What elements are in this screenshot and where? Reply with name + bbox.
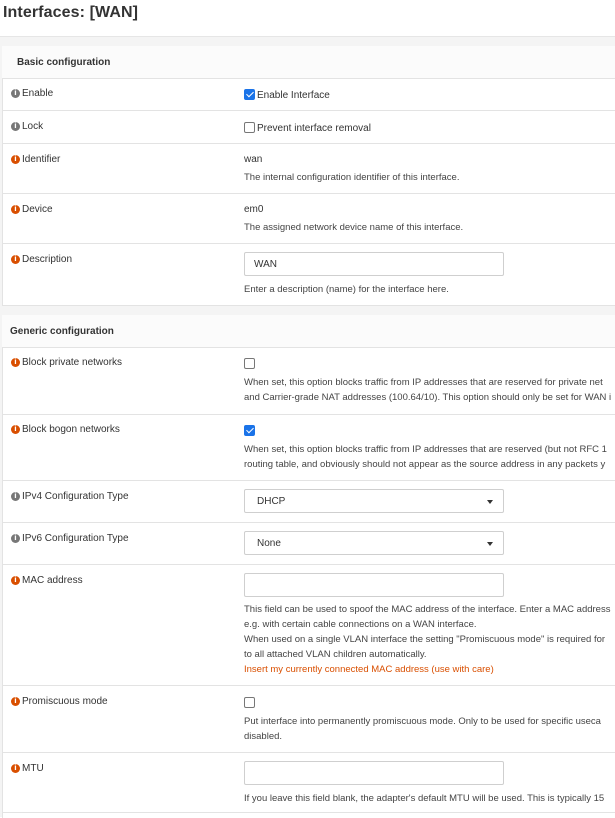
promiscuous-help-1: Put interface into permanently promiscuous mode. Only to be used for specific useca: [244, 716, 601, 727]
block-private-help-1: When set, this option blocks traffic from IP addresses that are reserved for private net: [244, 377, 603, 388]
description-input-value: WAN: [254, 259, 277, 270]
row-divider: [2, 522, 615, 523]
mac-help-1: This field can be used to spoof the MAC address of the interface. Enter a MAC address: [244, 604, 611, 615]
enable-label: Enable: [22, 88, 54, 99]
info-icon[interactable]: i: [11, 697, 20, 706]
info-icon[interactable]: i: [11, 534, 20, 543]
ipv6-type-value: None: [257, 538, 281, 549]
lock-label: Lock: [22, 121, 44, 132]
block-private-label: Block private networks: [22, 357, 123, 368]
caret-down-icon: [487, 500, 493, 504]
row-divider: [2, 193, 615, 194]
section-header-basic: [2, 46, 615, 79]
enable-checkbox-label[interactable]: Enable Interface: [257, 90, 330, 101]
ipv6-type-label: IPv6 Configuration Type: [22, 533, 129, 544]
info-icon[interactable]: i: [11, 205, 20, 214]
info-icon[interactable]: i: [11, 89, 20, 98]
enable-checkbox[interactable]: [244, 89, 255, 100]
block-private-checkbox[interactable]: [244, 358, 255, 369]
lock-checkbox-label[interactable]: Prevent interface removal: [257, 123, 371, 134]
device-value: em0: [244, 204, 264, 215]
info-icon[interactable]: i: [11, 358, 20, 367]
row-divider: [2, 685, 615, 686]
lock-checkbox[interactable]: [244, 122, 255, 133]
description-label: Description: [22, 254, 73, 265]
row-divider: [2, 110, 615, 111]
block-bogon-checkbox[interactable]: [244, 425, 255, 436]
description-input[interactable]: [244, 252, 504, 276]
block-bogon-help-2: routing table, and obviously should not appear as the source address in any packets y: [244, 459, 606, 470]
promiscuous-label: Promiscuous mode: [22, 696, 108, 707]
row-divider: [2, 143, 615, 144]
block-private-help-2: and Carrier-grade NAT addresses (100.64/10). This option should only be set for WAN i: [244, 392, 612, 403]
section-header-generic: [2, 315, 615, 348]
row-divider: [2, 414, 615, 415]
description-help: Enter a description (name) for the interface here.: [244, 284, 449, 295]
block-bogon-help-1: When set, this option blocks traffic from IP addresses that are reserved (but not RFC 1: [244, 444, 607, 455]
info-icon[interactable]: i: [11, 255, 20, 264]
promiscuous-help-2: disabled.: [244, 731, 283, 742]
insert-mac-link[interactable]: Insert my currently connected MAC address (use with care): [244, 664, 494, 675]
block-bogon-label: Block bogon networks: [22, 424, 120, 435]
mtu-help: If you leave this field blank, the adapter's default MTU will be used. This is typically 15: [244, 793, 605, 804]
ipv4-type-label: IPv4 Configuration Type: [22, 491, 129, 502]
identifier-help: The internal configuration identifier of this interface.: [244, 172, 460, 183]
page-header: [0, 0, 615, 37]
mac-help-2: e.g. with certain cable connections on a WAN interface.: [244, 619, 477, 630]
mac-address-label: MAC address: [22, 575, 83, 586]
device-help: The assigned network device name of this interface.: [244, 222, 464, 233]
row-divider: [2, 243, 615, 244]
info-icon[interactable]: i: [11, 576, 20, 585]
section-title-basic: Basic configuration: [17, 57, 111, 68]
ipv4-type-select[interactable]: [244, 489, 504, 513]
ipv6-type-select[interactable]: [244, 531, 504, 555]
mtu-label: MTU: [22, 763, 44, 774]
info-icon[interactable]: i: [11, 425, 20, 434]
mac-address-input[interactable]: [244, 573, 504, 597]
identifier-value: wan: [244, 154, 263, 165]
info-icon[interactable]: i: [11, 492, 20, 501]
row-divider: [2, 752, 615, 753]
row-divider: [2, 564, 615, 565]
row-divider: [2, 480, 615, 481]
info-icon[interactable]: i: [11, 764, 20, 773]
ipv4-type-value: DHCP: [257, 496, 286, 507]
mac-help-3: When used on a single VLAN interface the setting "Promiscuous mode" is required for: [244, 634, 606, 645]
info-icon[interactable]: i: [11, 122, 20, 131]
page-title: Interfaces: [WAN]: [3, 4, 139, 21]
mtu-input[interactable]: [244, 761, 504, 785]
caret-down-icon: [487, 542, 493, 546]
mac-help-4: to all attached VLAN children automatically.: [244, 649, 427, 660]
device-label: Device: [22, 204, 53, 215]
promiscuous-checkbox[interactable]: [244, 697, 255, 708]
identifier-label: Identifier: [22, 154, 61, 165]
section-title-generic: Generic configuration: [10, 326, 114, 337]
row-divider: [2, 812, 615, 813]
info-icon[interactable]: i: [11, 155, 20, 164]
